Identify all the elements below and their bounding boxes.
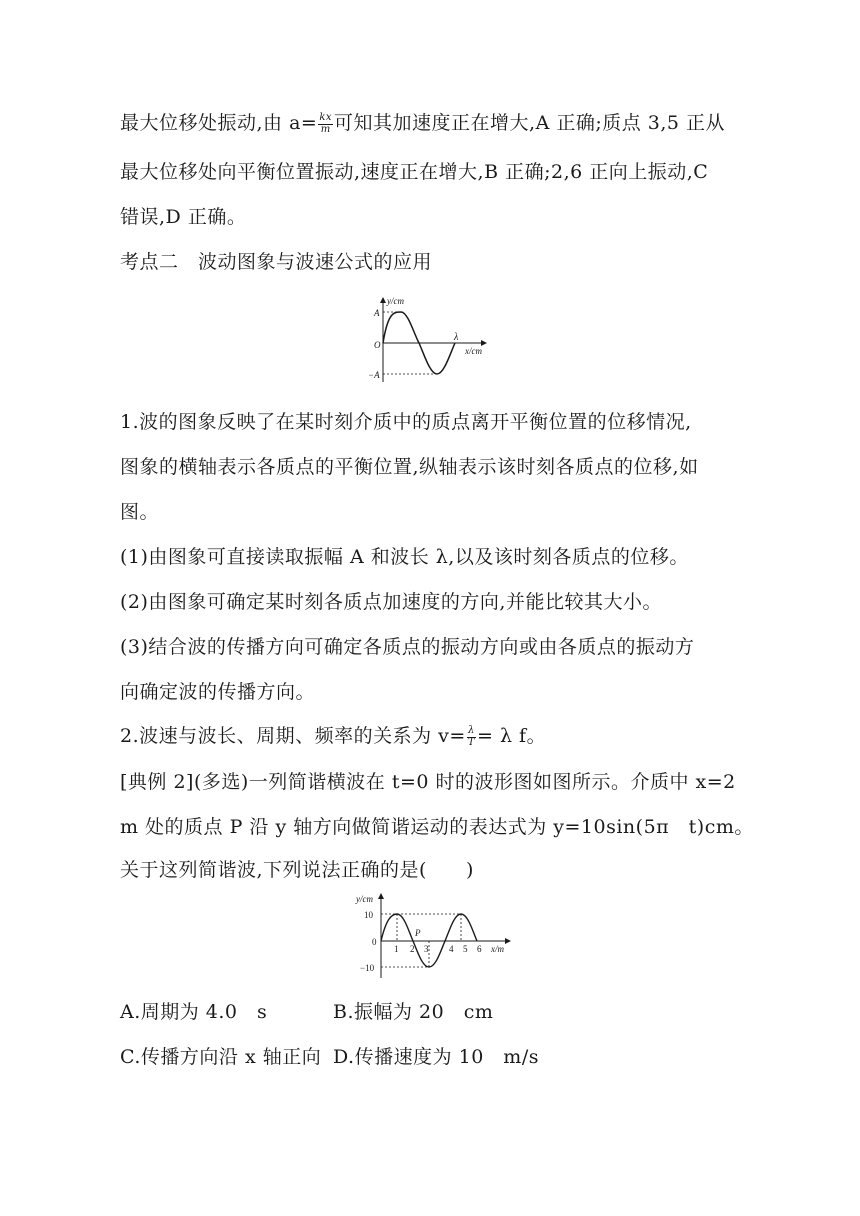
example-line-2: m 处的质点 P 沿 y 轴方向做简谐运动的表达式为 y=10sin(5π t)cm。: [120, 816, 754, 838]
x-tick-4: 4: [449, 944, 454, 954]
example-line-1: [典例 2](多选)一列简谐横波在 t=0 时的波形图如图所示。介质中 x=2: [120, 771, 736, 793]
x-tick-labels: [394, 944, 482, 954]
y-tick-bottom: −10: [360, 963, 375, 973]
x-tick-2: 2: [410, 944, 415, 954]
label-origin: O: [374, 340, 381, 350]
option-b: B.振幅为 20 cm: [333, 1001, 494, 1023]
wave-figure-1: [360, 294, 495, 386]
point2-text-a: 2.波速与波长、周期、频率的关系为 v=: [120, 725, 466, 747]
option-c: C.传播方向沿 x 轴正向: [120, 1046, 322, 1068]
sub-item-3-line-1: (3)结合波的传播方向可确定各质点的振动方向或由各质点的振动方: [120, 636, 695, 658]
sub-item-3-line-2: 向确定波的传播方向。: [120, 681, 316, 703]
x-tick-1: 1: [394, 944, 399, 954]
fraction-kx-over-m: $\frac{kx}{m}$: [319, 112, 333, 135]
y-axis-label: y/cm: [356, 894, 373, 904]
solution-line-1: [120, 113, 725, 135]
label-neg-amplitude: −A: [368, 370, 380, 380]
x-tick-5: 5: [463, 944, 468, 954]
label-amplitude: A: [374, 308, 380, 318]
option-a: A.周期为 4.0 s: [120, 1001, 268, 1023]
solution-line-1-a: 最大位移处振动,由 a=: [120, 112, 318, 134]
y-axis-label: y/cm: [387, 296, 404, 306]
example-line-3: 关于这列简谐波,下列说法正确的是( ): [120, 859, 474, 881]
sub-item-1: (1)由图象可直接读取振幅 A 和波长 λ,以及该时刻各质点的位移。: [120, 546, 689, 568]
section-title: 考点二 波动图象与波速公式的应用: [120, 251, 433, 273]
option-d: D.传播速度为 10 m/s: [333, 1046, 539, 1068]
point-p-label: P: [415, 928, 421, 938]
x-axis-label: x/cm: [465, 346, 482, 356]
wave-figure-2: [348, 890, 520, 980]
y-tick-top: 10: [364, 910, 373, 920]
point1-line-2: 图象的横轴表示各质点的平衡位置,纵轴表示该时刻各质点的位移,如: [120, 456, 699, 478]
origin-label: 0: [372, 937, 377, 947]
fraction-lambda-over-T: $\frac{\lambda}{T}$: [467, 725, 475, 748]
point1-line-3: 图。: [120, 501, 160, 523]
x-tick-6: 6: [477, 944, 482, 954]
point2-line: [120, 726, 546, 748]
point1-line-1: 1.波的图象反映了在某时刻介质中的质点离开平衡位置的位移情况,: [120, 411, 692, 433]
sub-item-2: (2)由图象可确定某时刻各质点加速度的方向,并能比较其大小。: [120, 591, 662, 613]
solution-line-1-b: 可知其加速度正在增大,A 正确;质点 3,5 正从: [334, 112, 726, 134]
label-lambda: λ: [454, 332, 459, 343]
solution-line-3: 错误,D 正确。: [120, 206, 247, 228]
x-axis-label: x/m: [491, 944, 504, 954]
x-tick-3: 3: [424, 944, 429, 954]
point2-text-b: = λ f。: [477, 725, 547, 747]
solution-line-2: 最大位移处向平衡位置振动,速度正在增大,B 正确;2,6 正向上振动,C: [120, 161, 709, 183]
